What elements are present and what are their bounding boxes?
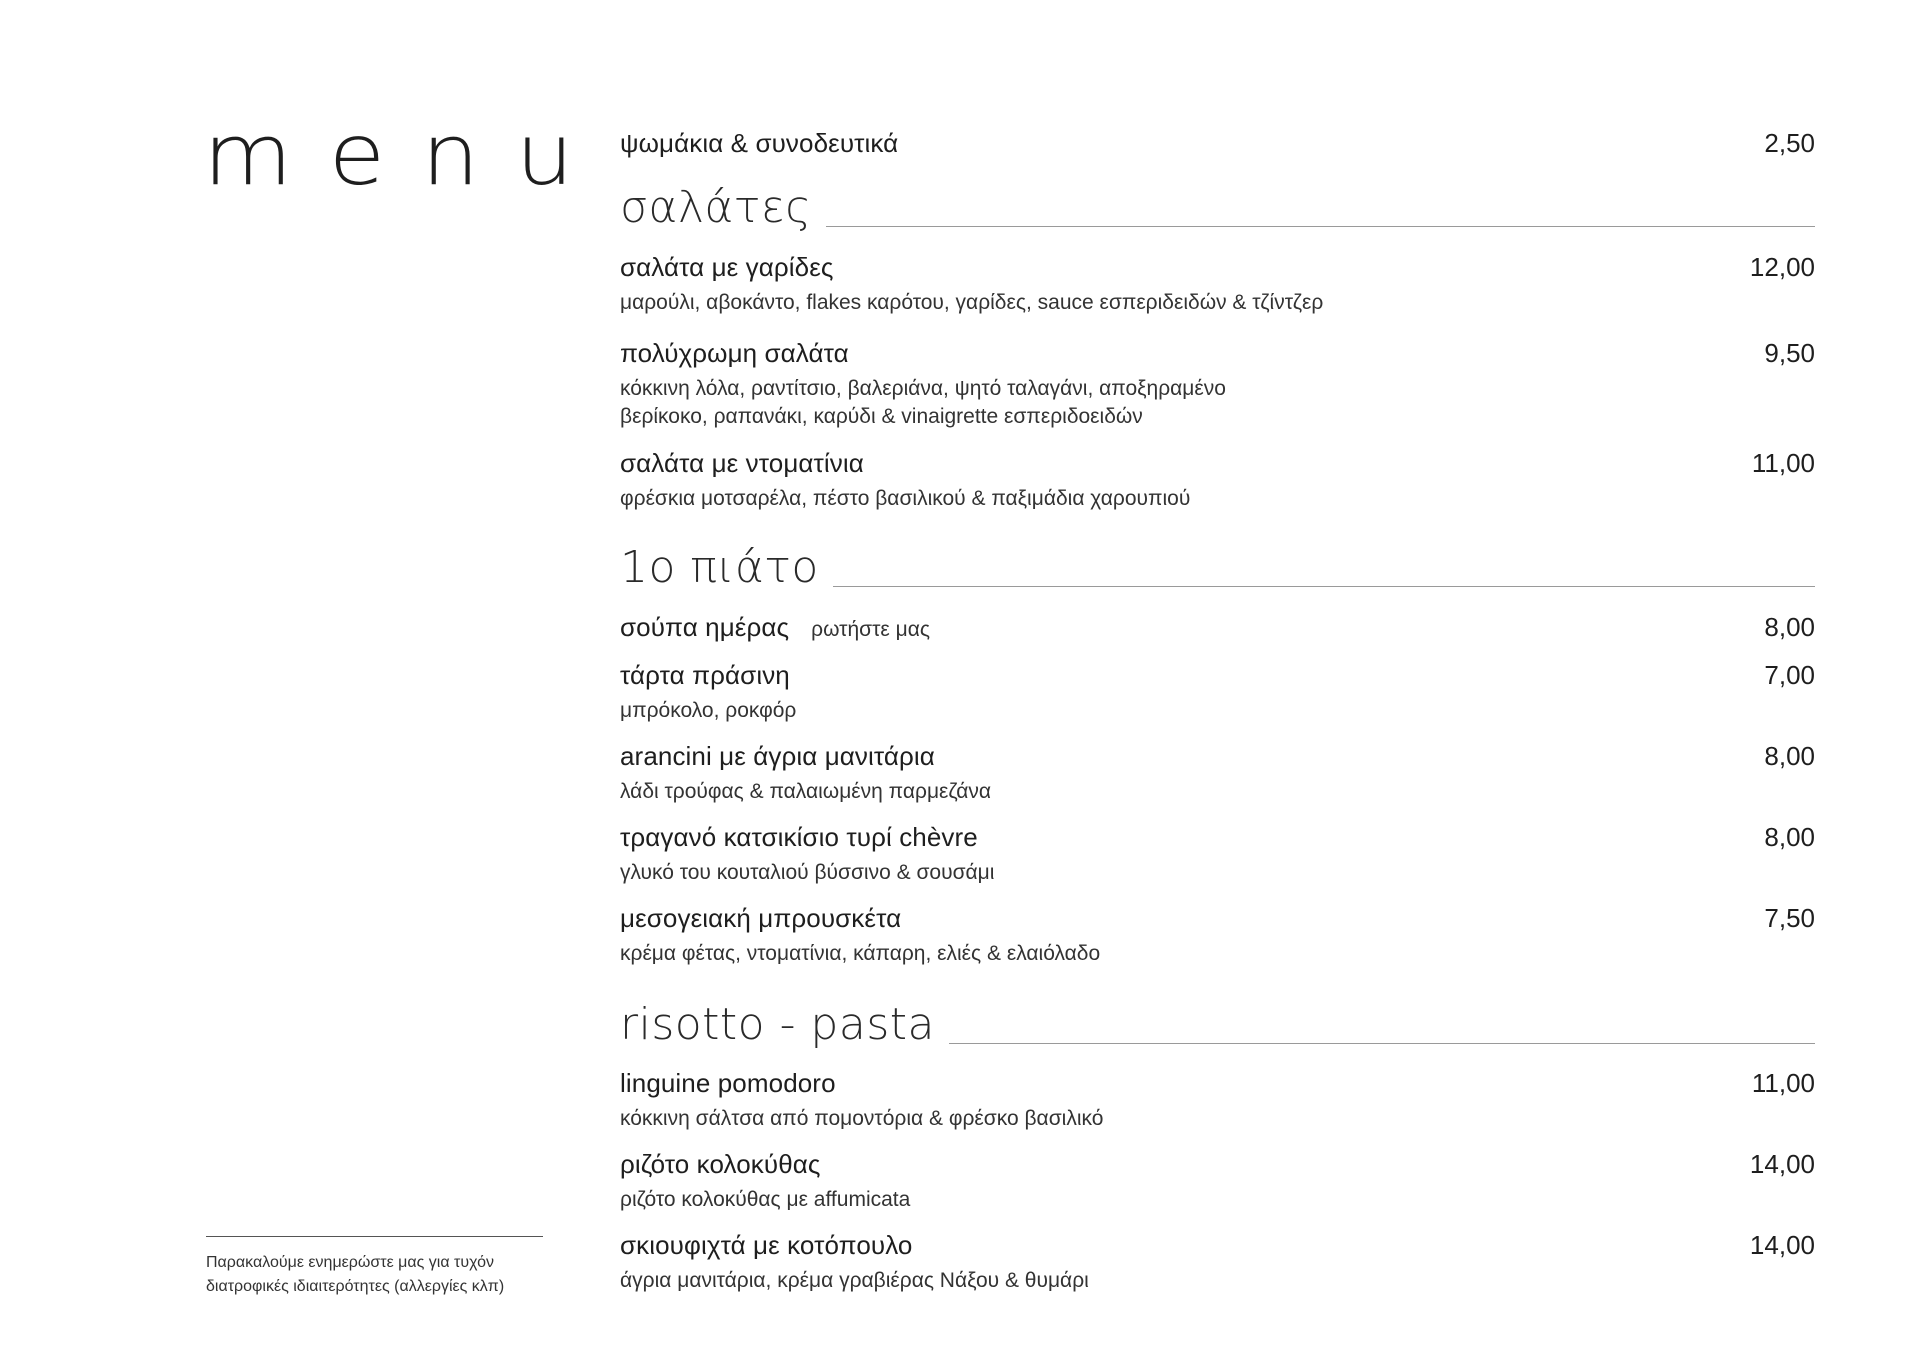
item-description: [620, 697, 1815, 725]
item-description: [620, 778, 1815, 806]
item-description-line: κόκκινη λόλα, ραντίτσιο, βαλεριάνα, ψητό ταλαγάνι, αποξηραμένο: [620, 377, 1226, 400]
item-description: [620, 1267, 1815, 1295]
section-divider: [833, 586, 1815, 587]
menu-item: [620, 1068, 1815, 1133]
section-divider: [949, 1043, 1815, 1044]
item-price: 14,00: [1749, 1230, 1815, 1260]
item-description-line: ριζότο κολοκύθας με affumicata: [620, 1188, 911, 1211]
item-price: 11,00: [1751, 1068, 1815, 1098]
menu-item: [620, 448, 1815, 513]
menu-item: [620, 660, 1815, 725]
item-description-line: μαρούλι, αβοκάντο, flakes καρότου, γαρίδες, sauce εσπεριδειδών & τζίντζερ: [620, 291, 1324, 314]
section-title: 1ο πιάτο: [620, 542, 819, 593]
item-description: [620, 940, 1815, 968]
section-title: σαλάτες: [620, 182, 812, 233]
item-description-line: βερίκοκο, ραπανάκι, καρύδι & vinaigrette εσπεριδοειδών: [620, 405, 1143, 428]
item-price: 7,00: [1764, 660, 1815, 690]
item-description-line: γλυκό του κουταλιού βύσσινο & σουσάμι: [620, 861, 995, 884]
item-description: [620, 1186, 1815, 1214]
item-description-line: κόκκινη σάλτσα από πομοντόρια & φρέσκο βασιλικό: [620, 1107, 1104, 1130]
section-header-salads: [620, 182, 1815, 233]
item-description-line: φρέσκια μοτσαρέλα, πέστο βασιλικού & παξιμάδια χαρουπιού: [620, 487, 1191, 510]
item-description: [620, 375, 1815, 431]
item-name: τάρτα πράσινη: [620, 660, 790, 690]
item-price: 11,00: [1751, 448, 1815, 478]
item-description: [620, 859, 1815, 887]
item-description-line: λάδι τρούφας & παλαιωμένη παρμεζάνα: [620, 780, 992, 803]
dietary-note: [206, 1236, 543, 1299]
item-name: linguine pomodoro: [620, 1068, 836, 1098]
item-name: ψωμάκια & συνοδευτικά: [620, 128, 899, 158]
menu-item-bread: [620, 128, 1815, 159]
menu-item: [620, 612, 1815, 643]
menu-item: [620, 822, 1815, 887]
menu-item: [620, 338, 1815, 431]
item-aside: ρωτήστε μας: [811, 618, 930, 641]
section-header-first-course: [620, 542, 1815, 593]
section-divider: [826, 226, 1815, 227]
item-description: [620, 485, 1815, 513]
item-description-line: κρέμα φέτας, ντοματίνια, κάπαρη, ελιές & ελαιόλαδο: [620, 942, 1101, 965]
item-name: μεσογειακή μπρουσκέτα: [620, 903, 902, 933]
menu-item: [620, 1230, 1815, 1295]
item-price: 12,00: [1749, 252, 1815, 282]
item-name: πολύχρωμη σαλάτα: [620, 338, 849, 368]
item-price: 9,50: [1764, 338, 1815, 368]
item-description-line: μπρόκολο, ροκφόρ: [620, 699, 797, 722]
item-description: [620, 1105, 1815, 1133]
item-name: σαλάτα με ντοματίνια: [620, 448, 864, 478]
item-description-line: άγρια μανιτάρια, κρέμα γραβιέρας Νάξου & θυμάρι: [620, 1269, 1089, 1292]
dietary-note-line: Παρακαλούμε ενημερώστε μας για τυχόν: [206, 1254, 494, 1271]
item-name: τραγανό κατσικίσιο τυρί chèvre: [620, 822, 978, 852]
item-name: arancini με άγρια μανιτάρια: [620, 741, 935, 771]
item-name: [620, 612, 930, 643]
item-name-text: σούπα ημέρας: [620, 612, 790, 642]
item-price: 8,00: [1764, 612, 1815, 642]
item-name: σαλάτα με γαρίδες: [620, 252, 834, 282]
section-title: risotto - pasta: [620, 999, 935, 1050]
menu-title: menu: [203, 105, 610, 205]
item-price: 14,00: [1749, 1149, 1815, 1179]
item-price: 8,00: [1764, 822, 1815, 852]
menu-item: [620, 1149, 1815, 1214]
dietary-note-line: διατροφικές ιδιαιτερότητες (αλλεργίες κλπ): [206, 1278, 505, 1295]
item-price: 2,50: [1764, 128, 1815, 158]
item-name: σκιουφιχτά με κοτόπουλο: [620, 1230, 913, 1260]
item-price: 8,00: [1764, 741, 1815, 771]
menu-item: [620, 741, 1815, 806]
item-description: [620, 289, 1815, 317]
menu-item: [620, 903, 1815, 968]
item-price: 7,50: [1764, 903, 1815, 933]
menu-item: [620, 252, 1815, 317]
section-header-risotto-pasta: [620, 999, 1815, 1050]
item-name: ριζότο κολοκύθας: [620, 1149, 821, 1179]
